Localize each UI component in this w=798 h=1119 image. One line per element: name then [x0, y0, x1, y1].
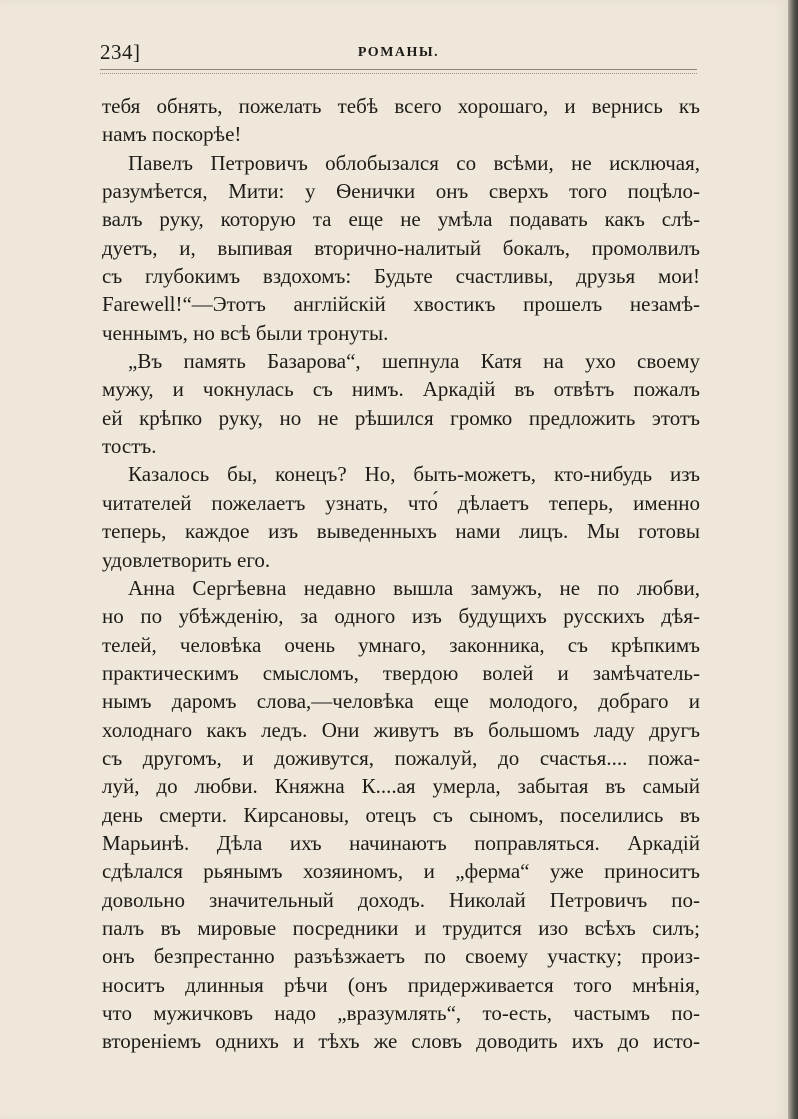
page-edge — [788, 0, 798, 1119]
body-text — [102, 92, 700, 1056]
text-line: онъ безпрестанно разъѣзжаетъ по своему участку; произ- — [102, 944, 700, 969]
text-line: удовлетворить его. — [102, 547, 271, 572]
text-line: Farewell!“—Этотъ англійскій хвостикъ прошелъ незамѣ- — [102, 292, 700, 317]
text-line: Казалось бы, конецъ? Но, быть-можетъ, кто-нибудь изъ — [128, 462, 700, 487]
text-line: что мужичковъ надо „вразумлять“, то-есть, частымъ по- — [102, 1001, 700, 1025]
text-line: тостъ. — [102, 434, 157, 459]
text-line: нымъ даромъ слова,—человѣка еще молодого, добраго и — [102, 689, 700, 714]
page-number: 234] — [100, 40, 141, 64]
text-line: день смерти. Кирсановы, отецъ съ сыномъ, поселились въ — [102, 802, 700, 827]
text-line: Марьинѣ. Дѣла ихъ начинаютъ поправляться. Аркадій — [102, 830, 700, 855]
text-line: съ другомъ, и доживутся, пожалуй, до счастья.... пожа- — [102, 745, 700, 770]
text-line: довольно значительный доходъ. Николай Петровичъ по- — [102, 887, 700, 912]
text-line: практическимъ смысломъ, твердою волей и замѣчатель- — [102, 660, 700, 685]
text-line: тебя обнять, пожелать тебѣ всего хорошаго, и вернись къ — [102, 94, 700, 118]
text-line: холоднаго какъ ледъ. Они живутъ въ большомъ ладу другъ — [102, 717, 700, 742]
text-line: палъ въ мировые посредники и трудится изо всѣхъ силъ; — [102, 915, 700, 940]
running-title: РОМАНЫ. — [357, 45, 440, 60]
text-line: разумѣется, Мити: у Ѳенички онъ сверхъ того поцѣло- — [102, 179, 700, 204]
text-line: съ глубокимъ вздохомъ: Будьте счастливы, друзья мои! — [102, 264, 700, 289]
text-line: валъ руку, которую та еще не умѣла подавать какъ слѣ- — [102, 207, 700, 232]
text-line: дуетъ, и, выпивая вторично-налитый бокалъ, промолвилъ — [102, 235, 700, 260]
text-line: сдѣлался рьянымъ хозяиномъ, и „ферма“ уже приноситъ — [102, 859, 700, 884]
text-line: мужу, и чокнулась съ нимъ. Аркадій въ отвѣтъ пожалъ — [102, 377, 700, 402]
text-line: читателей пожелаетъ узнать, что́ дѣлаетъ теперь, именно — [102, 490, 700, 515]
text-line: луй, до любви. Княжна К....ая умерла, забытая въ самый — [102, 774, 700, 799]
text-line: намъ поскорѣе! — [102, 122, 242, 147]
text-line: Анна Сергѣевна недавно вышла замужъ, не по любви, — [128, 575, 700, 600]
text-line: втореніемъ однихъ и тѣхъ же словъ доводить ихъ до исто- — [102, 1029, 700, 1054]
header-rule — [100, 69, 697, 74]
text-line: но по убѣжденію, за одного изъ будущихъ русскихъ дѣя- — [102, 604, 700, 629]
text-line: телей, человѣка очень умнаго, законника, съ крѣпкимъ — [102, 632, 700, 657]
page-header — [100, 40, 697, 64]
text-line: „Въ память Базарова“, шепнула Катя на ухо своему — [128, 349, 700, 374]
text-line: ей крѣпко руку, но не рѣшился громко предложить этотъ — [102, 405, 700, 430]
text-line: Павелъ Петровичъ облобызался со всѣми, не исключая, — [128, 150, 700, 175]
text-line: теперь, каждое изъ выведенныхъ нами лицъ. Мы готовы — [102, 519, 700, 544]
text-line: ченнымъ, но всѣ были тронуты. — [102, 320, 389, 345]
text-line: носитъ длинныя рѣчи (онъ придерживается того мнѣнія, — [102, 972, 700, 997]
